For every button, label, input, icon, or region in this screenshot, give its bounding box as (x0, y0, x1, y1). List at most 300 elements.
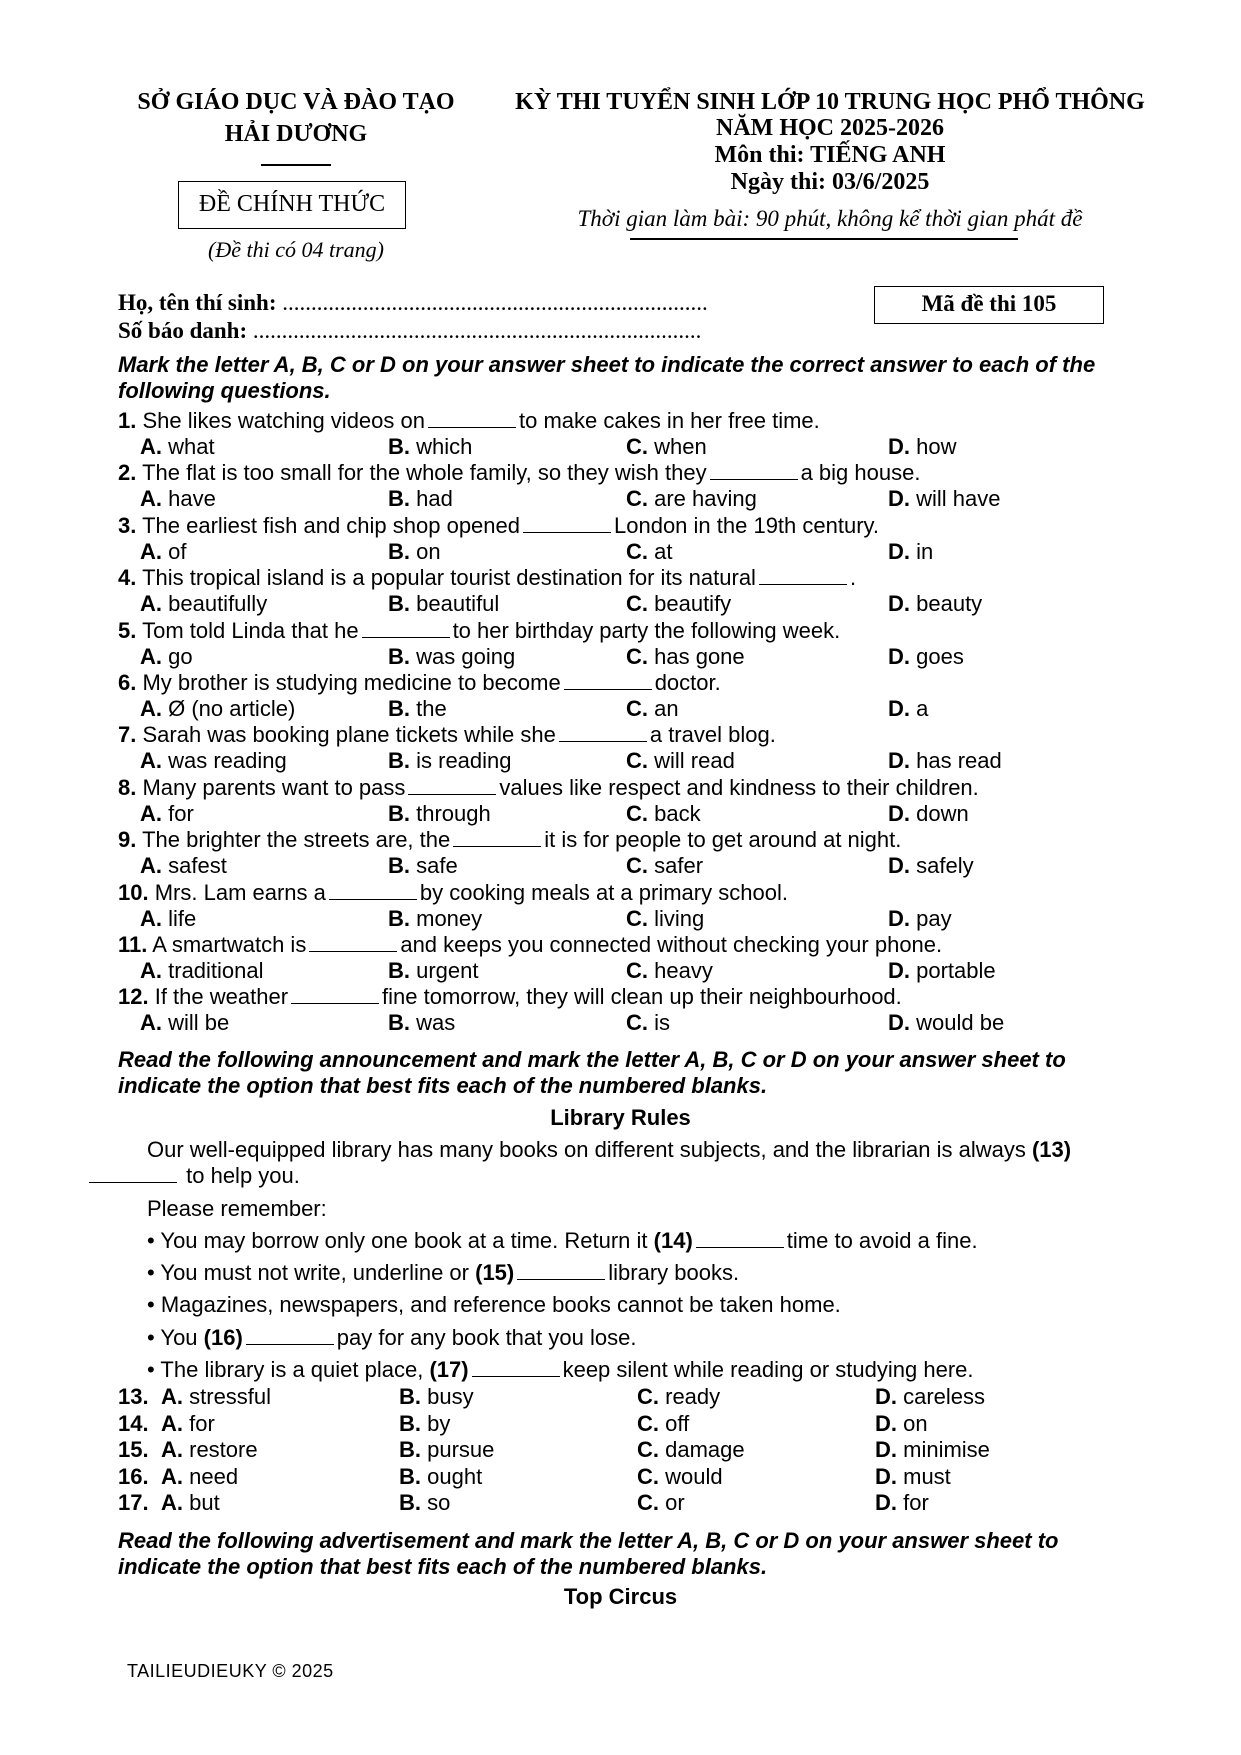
option-text: safest (168, 853, 227, 879)
option-text: beautiful (416, 591, 500, 617)
option-d[interactable] (888, 906, 952, 932)
option-letter: C. (637, 1463, 659, 1489)
option-b[interactable] (388, 958, 479, 984)
option-letter: B. (399, 1490, 421, 1515)
rule-text: • You must not write, underline or (147, 1260, 469, 1286)
exam-duration: Thời gian làm bài: 90 phút, không kể thời gian phát đề (577, 206, 1083, 231)
question-number: 6. (118, 670, 137, 695)
option-text: safer (654, 853, 704, 879)
option-letter: B. (388, 1010, 410, 1036)
option-c[interactable] (626, 434, 707, 460)
option-letter: A. (140, 434, 162, 459)
question-number: 4. (118, 565, 137, 591)
option-letter: D. (888, 853, 910, 879)
option-c[interactable] (626, 1010, 670, 1036)
option-letter: C. (637, 1384, 659, 1409)
question-5 (118, 618, 840, 644)
answer-blank[interactable] (564, 671, 652, 690)
answer-blank[interactable] (696, 1229, 784, 1248)
option-b[interactable] (399, 1437, 494, 1463)
option-text: what (168, 434, 215, 459)
option-c[interactable] (626, 591, 731, 617)
answer-number: 14. (118, 1410, 149, 1436)
option-text: so (427, 1490, 451, 1515)
option-letter: B. (399, 1384, 421, 1409)
option-letter: B. (388, 434, 410, 459)
rule-item (147, 1228, 978, 1254)
option-text: have (168, 486, 216, 512)
question-number: 10. (118, 879, 149, 905)
option-letter: D. (888, 538, 910, 564)
option-letter: A. (140, 748, 162, 774)
option-a[interactable] (161, 1384, 271, 1410)
option-c[interactable] (626, 853, 703, 879)
option-text: Ø (no article) (168, 696, 296, 721)
option-letter: D. (888, 591, 910, 617)
option-letter: D. (888, 643, 910, 669)
option-letter: C. (626, 696, 648, 721)
option-text: at (654, 538, 673, 564)
rule-item (147, 1357, 974, 1383)
option-letter: B. (388, 591, 410, 617)
option-text: through (416, 800, 491, 826)
option-text: was reading (168, 748, 287, 774)
question-text-end: fine tomorrow, they will clean up their neighbourhood. (382, 984, 902, 1010)
blank-number: (14) (653, 1228, 693, 1253)
option-a[interactable] (140, 748, 287, 774)
answer-blank[interactable] (710, 461, 798, 480)
option-letter: B. (388, 853, 410, 879)
question-text: Tom told Linda that he (142, 617, 359, 643)
question-text-end: . (849, 565, 857, 591)
question-text-end: it is for people to get around at night. (544, 827, 902, 853)
option-text: safely (916, 853, 974, 879)
option-a[interactable] (140, 644, 193, 670)
candidate-name-row (118, 290, 708, 316)
option-b[interactable] (388, 748, 512, 774)
option-d[interactable] (875, 1490, 929, 1516)
option-text: safe (416, 853, 458, 879)
exam-code: Mã đề thi 105 (921, 291, 1057, 316)
option-text: ready (665, 1384, 721, 1409)
option-text: back (654, 800, 701, 826)
question-11 (118, 932, 942, 958)
question-number: 11. (118, 932, 148, 957)
option-letter: A. (140, 486, 162, 512)
question-text: Many parents want to pass (142, 774, 406, 800)
option-text: by (427, 1410, 451, 1436)
option-text: will read (654, 748, 735, 774)
option-text: has gone (654, 643, 745, 669)
option-letter: D. (875, 1463, 897, 1489)
rule-text-end: time to avoid a fine. (786, 1228, 978, 1253)
option-text: a (916, 696, 929, 721)
option-b[interactable] (388, 696, 447, 722)
option-letter: A. (161, 1437, 183, 1462)
question-number: 3. (118, 512, 137, 538)
option-letter: A. (140, 538, 162, 564)
section1-instruction: Mark the letter A, B, C or D on your answer sheet to indicate the correct answer to each of the following questions. (118, 352, 1096, 403)
option-a[interactable] (161, 1411, 215, 1437)
option-a[interactable] (140, 1010, 229, 1036)
rule-text-end: library books. (608, 1260, 740, 1286)
blank-number: (17) (429, 1356, 469, 1382)
answer-blank[interactable] (329, 881, 417, 900)
answer-number: 13. (118, 1384, 149, 1409)
question-10 (118, 880, 788, 906)
option-letter: C. (626, 591, 648, 617)
option-b[interactable] (388, 539, 441, 565)
option-letter: B. (388, 486, 410, 512)
option-b[interactable] (399, 1464, 482, 1490)
question-number: 1. (118, 408, 137, 433)
option-b[interactable] (388, 434, 472, 460)
rule-text: • The library is a quiet place, (147, 1356, 424, 1382)
question-text: The earliest fish and chip shop opened (142, 512, 520, 538)
option-letter: A. (140, 1010, 162, 1036)
option-c[interactable] (637, 1464, 723, 1490)
question-text-end: by cooking meals at a primary school. (419, 879, 788, 905)
option-d[interactable] (888, 748, 1002, 774)
option-letter: B. (388, 800, 410, 826)
question-number: 5. (118, 617, 137, 643)
option-letter: A. (140, 696, 162, 721)
option-b[interactable] (399, 1384, 474, 1410)
blank-number: (15) (475, 1260, 515, 1286)
option-d[interactable] (888, 958, 996, 984)
option-letter: D. (875, 1384, 897, 1409)
option-text: but (189, 1490, 220, 1515)
candidate-name-field[interactable]: .......................................................................... (282, 290, 708, 315)
option-text: for (903, 1490, 929, 1515)
answer-blank[interactable] (453, 828, 541, 847)
option-d[interactable] (888, 696, 928, 722)
page-count-note: (Đề thi có 04 trang) (208, 237, 384, 262)
question-number: 8. (118, 774, 137, 800)
option-b[interactable] (388, 853, 458, 879)
option-letter: D. (888, 486, 910, 512)
option-text: life (168, 905, 197, 931)
option-letter: C. (626, 905, 648, 931)
option-d[interactable] (888, 644, 964, 670)
library-rules-title: Library Rules (550, 1105, 691, 1130)
option-d[interactable] (888, 434, 956, 460)
rule-item (147, 1260, 739, 1286)
option-letter: C. (637, 1437, 659, 1462)
rule-text: • You may borrow only one book at a time. Return it (147, 1228, 648, 1253)
option-text: for (168, 800, 194, 826)
option-text: pursue (427, 1437, 495, 1462)
option-letter: D. (888, 905, 910, 931)
library-intro (118, 1137, 1138, 1189)
answer-blank[interactable] (523, 514, 611, 533)
question-4 (118, 565, 856, 591)
option-a[interactable] (140, 434, 215, 460)
option-c[interactable] (637, 1437, 745, 1463)
option-c[interactable] (626, 801, 701, 827)
exam-title: KỲ THI TUYỂN SINH LỚP 10 TRUNG HỌC PHỔ THÔNG (515, 89, 1145, 115)
option-letter: B. (388, 748, 410, 774)
option-b[interactable] (388, 801, 491, 827)
school-year: NĂM HỌC 2025-2026 (716, 115, 944, 141)
top-circus-title: Top Circus (563, 1584, 678, 1609)
option-letter: C. (626, 486, 648, 512)
department-line-1: SỞ GIÁO DỤC VÀ ĐÀO TẠO (137, 89, 455, 115)
candidate-id-label: Số báo danh: (118, 318, 248, 343)
option-b[interactable] (388, 644, 515, 670)
exam-subject: Môn thi: TIẾNG ANH (714, 142, 946, 168)
option-b[interactable] (388, 1010, 455, 1036)
option-letter: D. (888, 958, 910, 983)
option-letter: A. (140, 853, 162, 879)
option-text: damage (665, 1437, 745, 1462)
option-b[interactable] (399, 1490, 450, 1516)
question-text: My brother is studying medicine to become (142, 670, 561, 695)
candidate-id-row (118, 318, 701, 344)
answer-blank[interactable] (759, 566, 847, 585)
option-c[interactable] (626, 906, 704, 932)
intro-text: Our well-equipped library has many books on different subjects, and the librarian is always (147, 1137, 1026, 1162)
option-letter: D. (888, 434, 910, 459)
option-text: has read (916, 748, 1002, 774)
answer-number: 16. (118, 1463, 149, 1489)
option-a[interactable] (140, 906, 196, 932)
option-text: of (168, 538, 187, 564)
official-exam-label: ĐỀ CHÍNH THỨC (198, 191, 386, 217)
option-letter: B. (399, 1463, 421, 1489)
option-a[interactable] (140, 801, 194, 827)
question-text-end: London in the 19th century. (614, 512, 880, 538)
question-12 (118, 984, 902, 1010)
option-letter: C. (637, 1490, 659, 1515)
candidate-name-label: Họ, tên thí sinh: (118, 290, 277, 315)
option-b[interactable] (399, 1411, 450, 1437)
option-letter: D. (875, 1410, 897, 1436)
option-text: money (416, 905, 483, 931)
answer-blank[interactable] (559, 723, 647, 742)
please-remember: Please remember: (147, 1196, 327, 1221)
department-line-2: HẢI DƯƠNG (224, 121, 368, 147)
option-letter: C. (626, 1010, 648, 1036)
footer-text: TAILIEUDIEUKY © 2025 (127, 1661, 334, 1681)
answer-blank[interactable] (246, 1326, 334, 1345)
department-name (118, 88, 474, 148)
question-6 (118, 670, 721, 696)
option-c[interactable] (626, 486, 757, 512)
option-letter: C. (626, 434, 648, 459)
option-a[interactable] (140, 853, 227, 879)
option-a[interactable] (161, 1490, 220, 1516)
option-c[interactable] (626, 958, 713, 984)
question-number: 9. (118, 827, 137, 853)
option-letter: D. (875, 1490, 897, 1515)
option-text: which (416, 434, 473, 459)
option-text: minimise (903, 1437, 990, 1462)
option-text: pay (916, 905, 952, 931)
option-d[interactable] (875, 1437, 990, 1463)
option-text: ought (427, 1463, 483, 1489)
question-text-end: values like respect and kindness to their children. (499, 774, 979, 800)
option-letter: C. (626, 800, 648, 826)
option-text: down (916, 800, 969, 826)
question-text: Mrs. Lam earns a (154, 879, 326, 905)
option-letter: C. (626, 538, 648, 564)
option-letter: D. (888, 1010, 910, 1036)
option-a[interactable] (140, 696, 295, 722)
option-letter: B. (388, 905, 410, 931)
option-letter: A. (161, 1384, 183, 1409)
option-text: beauty (916, 591, 983, 617)
answer-blank[interactable] (472, 1358, 560, 1377)
option-letter: C. (626, 853, 648, 879)
rule-text: • Magazines, newspapers, and reference books cannot be taken home. (147, 1292, 841, 1318)
option-c[interactable] (637, 1490, 685, 1516)
section3-instruction: Read the following advertisement and mark the letter A, B, C or D on your answer sheet to indicate the option that best fits each of the numbered blanks. (118, 1528, 1059, 1579)
option-text: for (189, 1410, 215, 1436)
option-letter: C. (626, 643, 648, 669)
answer-blank[interactable] (517, 1261, 605, 1280)
option-letter: D. (888, 696, 910, 721)
exam-code-box (874, 286, 1104, 324)
option-c[interactable] (626, 539, 672, 565)
option-letter: D. (888, 800, 910, 826)
option-letter: B. (399, 1437, 421, 1462)
option-d[interactable] (875, 1411, 928, 1437)
option-letter: D. (888, 748, 910, 774)
answer-blank[interactable] (309, 933, 397, 952)
option-text: on (416, 538, 441, 564)
option-letter: C. (626, 958, 648, 983)
option-letter: D. (875, 1437, 897, 1462)
blank-13[interactable] (89, 1164, 177, 1183)
option-text: go (168, 643, 193, 669)
answer-blank[interactable] (408, 776, 496, 795)
option-a[interactable] (161, 1437, 258, 1463)
option-a[interactable] (140, 958, 264, 984)
option-a[interactable] (161, 1464, 238, 1490)
option-text: was (416, 1010, 456, 1036)
option-text: on (903, 1410, 928, 1436)
option-text: will have (916, 486, 1001, 512)
option-d[interactable] (888, 591, 982, 617)
option-text: urgent (416, 958, 479, 983)
option-letter: C. (626, 748, 648, 774)
option-text: are having (654, 486, 757, 512)
question-number: 7. (118, 722, 137, 748)
intro-text-end: to help you. (186, 1163, 300, 1188)
rule-item (147, 1292, 841, 1318)
question-text-end: and keeps you connected without checking your phone. (400, 932, 943, 957)
option-letter: A. (140, 905, 162, 931)
question-3 (118, 513, 879, 539)
exam-heading (490, 88, 1170, 196)
blank-13-number: (13) (1031, 1137, 1072, 1162)
option-text: would (665, 1463, 723, 1489)
option-text: would be (916, 1010, 1005, 1036)
rule-text: • You (147, 1324, 198, 1350)
option-letter: B. (388, 696, 410, 721)
option-letter: A. (140, 643, 162, 669)
option-d[interactable] (888, 1010, 1004, 1036)
option-letter: A. (161, 1463, 183, 1489)
question-text: If the weather (154, 984, 289, 1010)
question-text-end: a big house. (800, 460, 921, 486)
option-d[interactable] (888, 539, 933, 565)
answer-blank[interactable] (291, 985, 379, 1004)
blank-number: (16) (203, 1324, 243, 1350)
option-b[interactable] (388, 906, 482, 932)
option-d[interactable] (888, 853, 974, 879)
answer-blank[interactable] (428, 409, 516, 428)
official-exam-box (178, 181, 406, 229)
option-c[interactable] (626, 696, 679, 722)
option-letter: A. (161, 1410, 183, 1436)
question-text: The flat is too small for the whole family, so they wish they (142, 460, 707, 486)
question-text-end: a travel blog. (649, 722, 776, 748)
rule-text-end: pay for any book that you lose. (336, 1324, 637, 1350)
option-a[interactable] (140, 539, 186, 565)
option-text: traditional (168, 958, 264, 983)
question-text: Sarah was booking plane tickets while she (142, 722, 556, 748)
section2-instruction: Read the following announcement and mark the letter A, B, C or D on your answer sheet to indicate the option that best fits each of the numbered blanks. (118, 1047, 1066, 1098)
question-1 (118, 408, 820, 434)
option-letter: B. (388, 958, 410, 983)
question-text: A smartwatch is (152, 932, 307, 957)
question-number: 2. (118, 460, 137, 486)
option-text: beautifully (168, 591, 268, 617)
option-b[interactable] (388, 486, 453, 512)
answer-blank[interactable] (362, 619, 450, 638)
option-letter: A. (161, 1490, 183, 1515)
option-text: must (903, 1463, 951, 1489)
option-text: how (916, 434, 957, 459)
option-text: goes (916, 643, 964, 669)
option-text: the (416, 696, 447, 721)
option-text: in (916, 538, 934, 564)
option-text: is reading (416, 748, 512, 774)
option-text: or (665, 1490, 685, 1515)
option-d[interactable] (875, 1464, 951, 1490)
option-letter: B. (388, 538, 410, 564)
option-letter: B. (388, 643, 410, 669)
option-text: stressful (189, 1384, 272, 1409)
option-text: is (654, 1010, 671, 1036)
option-d[interactable] (875, 1384, 985, 1410)
option-text: off (665, 1410, 690, 1436)
option-letter: C. (637, 1410, 659, 1436)
option-text: beautify (654, 591, 732, 617)
question-8 (118, 775, 979, 801)
option-d[interactable] (888, 486, 1001, 512)
option-b[interactable] (388, 591, 499, 617)
heading-underline (630, 238, 1018, 240)
question-text-end: doctor. (654, 670, 721, 695)
option-text: living (654, 905, 705, 931)
option-a[interactable] (140, 486, 216, 512)
question-text: She likes watching videos on (142, 408, 425, 433)
option-c[interactable] (637, 1384, 720, 1410)
exam-date: Ngày thi: 03/6/2025 (730, 169, 930, 195)
option-a[interactable] (140, 591, 267, 617)
option-text: need (189, 1463, 239, 1489)
option-c[interactable] (626, 748, 735, 774)
option-d[interactable] (888, 801, 969, 827)
question-text: This tropical island is a popular tourist destination for its natural (142, 565, 756, 591)
option-c[interactable] (637, 1411, 689, 1437)
candidate-id-field[interactable]: .............................................................................. (252, 318, 702, 343)
option-c[interactable] (626, 644, 745, 670)
question-7 (118, 722, 776, 748)
